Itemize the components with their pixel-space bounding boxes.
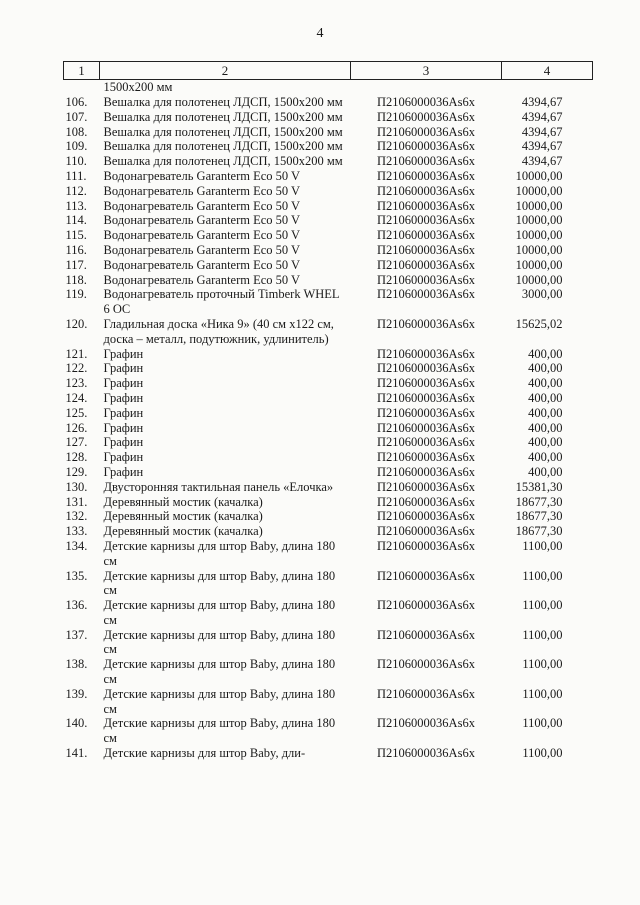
table-row xyxy=(64,110,593,125)
table-row xyxy=(64,243,593,258)
table-row xyxy=(64,687,593,717)
row-number: 107. xyxy=(65,109,88,124)
table-row xyxy=(64,154,593,169)
item-price: 400,00 xyxy=(528,346,563,361)
table-row xyxy=(64,406,593,421)
row-number: 117. xyxy=(65,257,87,272)
item-price: 400,00 xyxy=(528,464,563,479)
row-number: 129. xyxy=(65,464,88,479)
item-code: П2106000036Аs6x xyxy=(377,746,475,761)
row-number: 130. xyxy=(65,479,88,494)
item-code: П2106000036Аs6x xyxy=(377,228,475,243)
item-code: П2106000036Аs6x xyxy=(377,124,475,139)
column-header-price: 4 xyxy=(502,62,593,80)
row-number: 133. xyxy=(65,524,88,539)
table-row xyxy=(64,287,593,317)
item-code: П2106000036Аs6x xyxy=(377,213,475,228)
item-name: Детские карнизы для штор Baby, длина 180 см xyxy=(103,686,336,716)
row-number: 139. xyxy=(65,686,88,701)
item-code: П2106000036Аs6x xyxy=(377,272,475,287)
table-row xyxy=(64,213,593,228)
item-code: П2106000036Аs6x xyxy=(377,598,475,613)
item-price: 1100,00 xyxy=(522,657,563,672)
item-name: Графин xyxy=(103,390,144,405)
item-price: 10000,00 xyxy=(515,257,563,272)
row-number: 111. xyxy=(65,168,87,183)
item-price: 400,00 xyxy=(528,376,563,391)
item-code: П2106000036Аs6x xyxy=(377,257,475,272)
table-row xyxy=(64,746,593,761)
item-price: 400,00 xyxy=(528,390,563,405)
item-price: 3000,00 xyxy=(521,287,563,302)
item-price: 1100,00 xyxy=(522,627,563,642)
item-code: П2106000036Аs6x xyxy=(377,568,475,583)
row-number: 127. xyxy=(65,435,88,450)
table-row xyxy=(64,361,593,376)
item-price: 18677,30 xyxy=(515,509,563,524)
table-row xyxy=(64,258,593,273)
item-price: 15625,02 xyxy=(515,316,563,331)
table-row xyxy=(64,628,593,658)
table-row xyxy=(64,139,593,154)
item-name: Гладильная доска «Ника 9» (40 см x122 см, доска – металл, подутюжник, удлинитель) xyxy=(103,316,334,346)
row-number: 113. xyxy=(65,198,87,213)
row-number: 141. xyxy=(65,746,88,761)
item-code: П2106000036Аs6x xyxy=(377,154,475,169)
page-number: 4 xyxy=(316,26,324,41)
item-price: 10000,00 xyxy=(515,242,563,257)
item-name: Детские карнизы для штор Baby, длина 180 см xyxy=(103,538,336,568)
item-code: П2106000036Аs6x xyxy=(377,405,475,420)
item-price: 400,00 xyxy=(528,435,563,450)
item-price: 15381,30 xyxy=(515,479,563,494)
item-name: Двусторонняя тактильная панель «Елочка» xyxy=(103,479,334,494)
table-row xyxy=(64,317,593,347)
item-name: Вешалка для полотенец ЛДСП, 1500x200 мм xyxy=(103,139,343,154)
row-number: 110. xyxy=(65,154,87,169)
table-row xyxy=(64,716,593,746)
table-header-row xyxy=(64,62,593,80)
row-number: 112. xyxy=(65,183,87,198)
item-code: П2106000036Аs6x xyxy=(377,287,475,302)
table-row xyxy=(64,199,593,214)
table-row xyxy=(64,450,593,465)
item-name: Графин xyxy=(103,435,144,450)
item-name: Водонагреватель Garanterm Eco 50 V xyxy=(103,198,301,213)
item-price: 10000,00 xyxy=(515,183,563,198)
item-code: П2106000036Аs6x xyxy=(377,450,475,465)
table-row xyxy=(64,169,593,184)
row-number: 137. xyxy=(65,627,88,642)
item-code: П2106000036Аs6x xyxy=(377,538,475,553)
item-name: Графин xyxy=(103,450,144,465)
table-row xyxy=(64,465,593,480)
item-price: 1100,00 xyxy=(522,538,563,553)
table-row xyxy=(64,347,593,362)
table-row xyxy=(64,184,593,199)
item-name: Вешалка для полотенец ЛДСП, 1500x200 мм xyxy=(103,95,343,109)
row-number: 119. xyxy=(65,287,87,302)
item-price: 4394,67 xyxy=(521,154,563,169)
item-name: Детские карнизы для штор Baby, длина 180 см xyxy=(103,627,336,657)
item-code: П2106000036Аs6x xyxy=(377,139,475,154)
table-row xyxy=(64,569,593,599)
row-number: 122. xyxy=(65,361,88,376)
row-number: 109. xyxy=(65,139,88,154)
item-name: Вешалка для полотенец ЛДСП, 1500x200 мм xyxy=(103,124,343,139)
item-name: Водонагреватель Garanterm Eco 50 V xyxy=(103,272,301,287)
row-number: 128. xyxy=(65,450,88,465)
item-price: 400,00 xyxy=(528,450,563,465)
item-name: Водонагреватель Garanterm Eco 50 V xyxy=(103,257,301,272)
table-row xyxy=(64,480,593,495)
item-name: Водонагреватель Garanterm Eco 50 V xyxy=(103,213,301,228)
item-code: П2106000036Аs6x xyxy=(377,435,475,450)
table-row xyxy=(64,125,593,140)
item-code: П2106000036Аs6x xyxy=(377,95,475,109)
item-code: П2106000036Аs6x xyxy=(377,479,475,494)
row-number: 114. xyxy=(65,213,87,228)
row-number: 124. xyxy=(65,390,88,405)
item-price: 10000,00 xyxy=(515,213,563,228)
item-code: П2106000036Аs6x xyxy=(377,346,475,361)
item-price: 1100,00 xyxy=(522,686,563,701)
continuation-text: 1500x200 мм xyxy=(103,80,173,94)
item-name: Вешалка для полотенец ЛДСП, 1500x200 мм xyxy=(103,154,343,169)
row-number: 140. xyxy=(65,716,88,731)
item-name: Графин xyxy=(103,405,144,420)
table-row xyxy=(64,539,593,569)
item-code: П2106000036Аs6x xyxy=(377,524,475,539)
item-name: Графин xyxy=(103,464,144,479)
item-name: Деревянный мостик (качалка) xyxy=(103,509,263,524)
row-number: 116. xyxy=(65,242,87,257)
row-number: 121. xyxy=(65,346,88,361)
table-row xyxy=(64,421,593,436)
table-row xyxy=(64,524,593,539)
item-price: 4394,67 xyxy=(521,95,563,109)
row-number: 135. xyxy=(65,568,88,583)
item-price: 1100,00 xyxy=(522,598,563,613)
item-name: Водонагреватель Garanterm Eco 50 V xyxy=(103,168,301,183)
item-code: П2106000036Аs6x xyxy=(377,657,475,672)
item-code: П2106000036Аs6x xyxy=(377,242,475,257)
table-row xyxy=(64,273,593,288)
row-number: 115. xyxy=(65,228,87,243)
item-name: Детские карнизы для штор Baby, длина 180 см xyxy=(103,716,336,746)
item-name: Графин xyxy=(103,346,144,361)
item-code: П2106000036Аs6x xyxy=(377,420,475,435)
item-name: Детские карнизы для штор Baby, длина 180 см xyxy=(103,657,336,687)
item-code: П2106000036Аs6x xyxy=(377,198,475,213)
table-row xyxy=(64,509,593,524)
item-code: П2106000036Аs6x xyxy=(377,109,475,124)
item-name: Водонагреватель Garanterm Eco 50 V xyxy=(103,183,301,198)
item-price: 1100,00 xyxy=(522,746,563,761)
row-number: 132. xyxy=(65,509,88,524)
item-price: 1100,00 xyxy=(522,568,563,583)
item-name: Деревянный мостик (качалка) xyxy=(103,494,263,509)
table-row xyxy=(64,495,593,510)
column-header-code: 3 xyxy=(351,62,502,80)
row-number: 118. xyxy=(65,272,87,287)
row-number: 138. xyxy=(65,657,88,672)
item-price: 4394,67 xyxy=(521,124,563,139)
column-header-number: 1 xyxy=(64,62,100,80)
item-price: 400,00 xyxy=(528,405,563,420)
table-row xyxy=(64,598,593,628)
item-name: Водонагреватель Garanterm Eco 50 V xyxy=(103,228,301,243)
row-number: 106. xyxy=(65,95,88,109)
item-price: 1100,00 xyxy=(522,716,563,731)
item-code: П2106000036Аs6x xyxy=(377,168,475,183)
row-number: 125. xyxy=(65,405,88,420)
item-code: П2106000036Аs6x xyxy=(377,361,475,376)
item-name: Вешалка для полотенец ЛДСП, 1500x200 мм xyxy=(103,109,343,124)
item-code: П2106000036Аs6x xyxy=(377,627,475,642)
item-name: Графин xyxy=(103,361,144,376)
table-row xyxy=(64,95,593,110)
row-number: 120. xyxy=(65,316,88,331)
table-row xyxy=(64,657,593,687)
item-code: П2106000036Аs6x xyxy=(377,390,475,405)
item-price: 400,00 xyxy=(528,420,563,435)
item-price: 18677,30 xyxy=(515,524,563,539)
item-name: Графин xyxy=(103,420,144,435)
item-code: П2106000036Аs6x xyxy=(377,716,475,731)
row-number: 108. xyxy=(65,124,88,139)
item-name: Водонагреватель Garanterm Eco 50 V xyxy=(103,242,301,257)
item-code: П2106000036Аs6x xyxy=(377,183,475,198)
item-code: П2106000036Аs6x xyxy=(377,464,475,479)
row-number: 134. xyxy=(65,538,88,553)
item-price: 10000,00 xyxy=(515,168,563,183)
item-price: 18677,30 xyxy=(515,494,563,509)
row-number: 123. xyxy=(65,376,88,391)
item-code: П2106000036Аs6x xyxy=(377,316,475,331)
item-code: П2106000036Аs6x xyxy=(377,494,475,509)
item-price: 10000,00 xyxy=(515,198,563,213)
item-code: П2106000036Аs6x xyxy=(377,509,475,524)
table-row xyxy=(64,391,593,406)
column-header-name: 2 xyxy=(100,62,351,80)
inventory-table xyxy=(63,61,593,761)
item-name: Детские карнизы для штор Baby, длина 180 см xyxy=(103,568,336,598)
item-name: Детские карнизы для штор Baby, длина 180 см xyxy=(103,598,336,627)
item-price: 4394,67 xyxy=(521,139,563,154)
row-number: 131. xyxy=(65,494,88,509)
item-price: 10000,00 xyxy=(515,272,563,287)
row-number: 136. xyxy=(65,598,88,613)
row-number: 126. xyxy=(65,420,88,435)
item-price: 10000,00 xyxy=(515,228,563,243)
item-name: Детские карнизы для штор Baby, дли- xyxy=(103,746,306,761)
item-code: П2106000036Аs6x xyxy=(377,686,475,701)
table-row xyxy=(64,435,593,450)
item-name: Графин xyxy=(103,376,144,391)
item-name: Деревянный мостик (качалка) xyxy=(103,524,263,539)
item-code: П2106000036Аs6x xyxy=(377,376,475,391)
item-price: 400,00 xyxy=(528,361,563,376)
table-row xyxy=(64,376,593,391)
item-price: 4394,67 xyxy=(521,109,563,124)
item-name: Водонагреватель проточный Timberk WHEL 6 OC xyxy=(103,287,340,317)
continuation-row xyxy=(64,80,593,96)
table-row xyxy=(64,228,593,243)
